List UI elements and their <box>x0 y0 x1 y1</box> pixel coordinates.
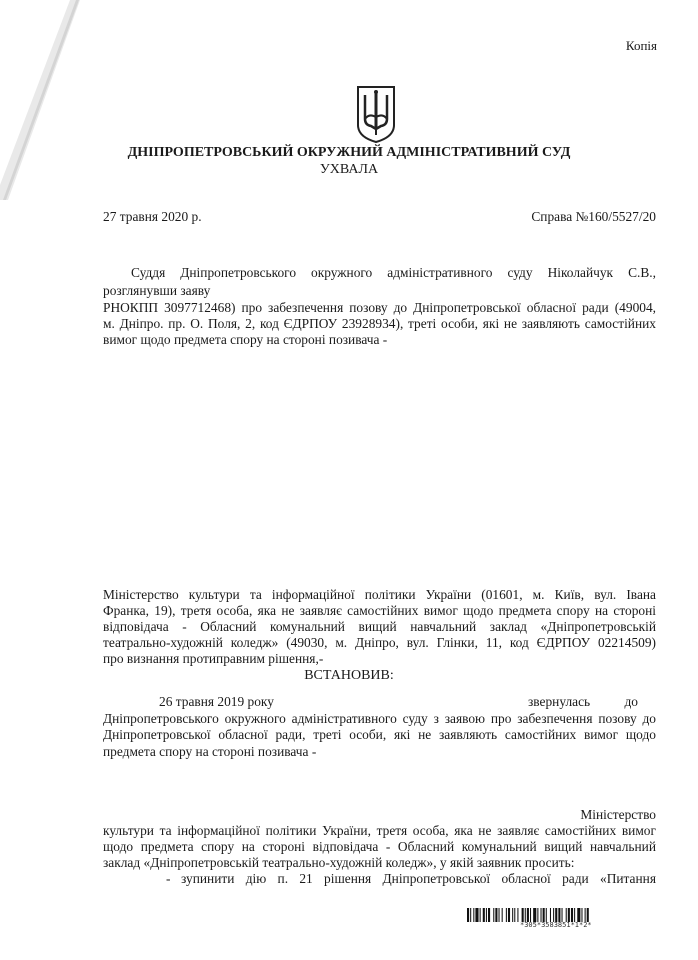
third-party-line-2: Франка, 19), третя особа, яка не заявляє самостійних вимог щодо предмета спору на стороні <box>103 603 656 618</box>
intro-line-2: розглянувши заяву <box>103 283 211 298</box>
third-party-line-4: театрально-художній коледж» (49030, м. Дніпро, вул. Глінки, 11, код ЄДРПОУ 02214509) <box>103 635 656 650</box>
court-name: ДНІПРОПЕТРОВСЬКИЙ ОКРУЖНИЙ АДМІНІСТРАТИВНИЙ СУД <box>127 145 571 160</box>
established-line-3: Дніпропетровської обласної ради, треті особи, які не заявляють самостійних вимог щодо <box>103 727 656 742</box>
established-line-1-right: звернулась до <box>528 694 638 709</box>
intro-line-5: вимог щодо предмета спору на стороні позивача - <box>103 332 388 347</box>
third-party-line-5: про визнання протиправним рішення,- <box>103 651 324 666</box>
ministry-line-3: заклад «Дніпропетровській театрально-художній коледж», у якій заявник просить: <box>103 855 575 870</box>
request-line: зупинити дію п. 21 рішення Дніпропетровської обласної ради «Питання <box>181 871 656 886</box>
intro-line-4: м. Дніпро. пр. О. Поля, 2, код ЄДРПОУ 23928934), треті особи, які не заявляють самостійних <box>103 316 656 331</box>
barcode-number: *305*3583851*1*2* <box>520 921 592 929</box>
established-line-1-left: 26 травня 2019 року <box>159 694 274 709</box>
ministry-line-2: щодо предмета спору на стороні відповідача - Обласний комунальний вищий навчальний <box>103 839 656 854</box>
established-line-4: предмета спору на стороні позивача - <box>103 744 317 759</box>
third-party-line-1: Міністерство культури та інформаційної політики України (01601, м. Київ, вул. Івана <box>103 587 656 602</box>
document-type: УХВАЛА <box>319 162 379 177</box>
intro-line-1: Суддя Дніпропетровського окружного адміністративного суду Ніколайчук С.В., <box>131 265 656 280</box>
third-party-line-3: відповідача - Обласний комунальний вищий навчальний заклад «Дніпропетровській <box>103 619 656 634</box>
ministry-first-word: Міністерство <box>580 807 656 822</box>
copy-mark: Копія <box>625 38 657 53</box>
trident-emblem-icon <box>355 85 397 143</box>
case-number: Справа №160/5527/20 <box>531 209 656 224</box>
established-line-2: Дніпропетровського окружного адміністративного суду з заявою про забезпечення позову до <box>103 711 656 726</box>
barcode-icon <box>467 908 657 922</box>
request-bullet: - <box>166 871 171 886</box>
ministry-line-1: культури та інформаційної політики України, третя особа, яка не заявляє самостійних вимог <box>103 823 656 838</box>
decision-date: 27 травня 2020 р. <box>103 209 202 224</box>
intro-line-3: РНОКПП 3097712468) про забезпечення позову до Дніпропетровської обласної ради (49004, <box>103 300 656 315</box>
established-heading: ВСТАНОВИВ: <box>304 668 394 683</box>
